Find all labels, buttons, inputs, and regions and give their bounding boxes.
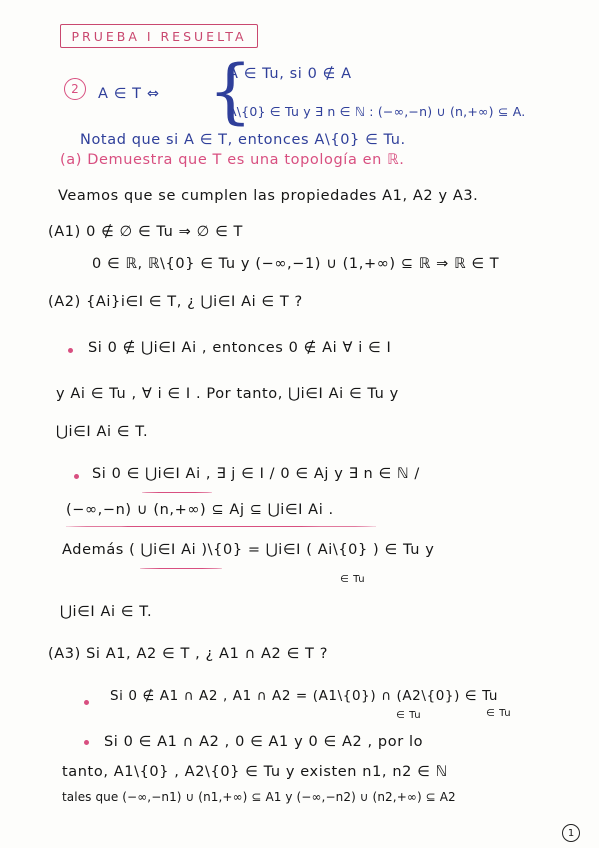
- a2-case2-under-label: ∈ Tu: [340, 574, 366, 585]
- page-title-box: PRUEBA I RESUELTA: [60, 24, 258, 48]
- underline-union: [142, 492, 212, 493]
- a2-case1-line3: ⋃i∈I Ai ∈ T.: [56, 424, 149, 440]
- a2-question: (A2) {Ai}i∈I ∈ T, ¿ ⋃i∈I Ai ∈ T ?: [48, 294, 303, 310]
- a1-line-1: (A1) 0 ∉ ∅ ∈ Tu ⇒ ∅ ∈ T: [48, 224, 243, 240]
- a2-case1-line2: y Ai ∈ Tu , ∀ i ∈ I . Por tanto, ⋃i∈I Ai ∈ Tu y: [56, 386, 399, 402]
- underline-inclusion: [66, 526, 376, 527]
- a3-question: (A3) Si A1, A2 ∈ T , ¿ A1 ∩ A2 ∈ T ?: [48, 646, 328, 662]
- a2-case2-line2: (−∞,−n) ∪ (n,+∞) ⊆ Aj ⊆ ⋃i∈I Ai .: [66, 502, 334, 518]
- underline-complement: [140, 568, 222, 569]
- a3-under-label-1: ∈ Tu: [396, 710, 422, 721]
- part-a-statement: (a) Demuestra que T es una topología en ℝ.: [60, 152, 405, 168]
- a1-line-2: 0 ∈ ℝ, ℝ\{0} ∈ Tu y (−∞,−1) ∪ (1,+∞) ⊆ ℝ ⇒ ℝ ∈ T: [92, 256, 500, 272]
- a3-case1-line: Si 0 ∉ A1 ∩ A2 , A1 ∩ A2 = (A1\{0}) ∩ (A2\{0}) ∈ Tu: [110, 688, 499, 704]
- definition-case-2: A\{0} ∈ Tu y ∃ n ∈ ℕ : (−∞,−n) ∪ (n,+∞) ⊆ A.: [228, 104, 526, 119]
- a2-case1-line1: Si 0 ∉ ⋃i∈I Ai , entonces 0 ∉ Ai ∀ i ∈ I: [88, 340, 392, 356]
- note-line: Notad que si A ∈ T, entonces A\{0} ∈ Tu.: [80, 132, 406, 148]
- a3-case2-line2: tanto, A1\{0} , A2\{0} ∈ Tu y existen n1, n2 ∈ ℕ: [62, 764, 448, 780]
- a2-case2-conclusion: ⋃i∈I Ai ∈ T.: [60, 604, 153, 620]
- bullet-2: [74, 474, 79, 479]
- exercise-number-badge: 2: [64, 78, 86, 100]
- bullet-1: [68, 348, 73, 353]
- a3-case2-line3: tales que (−∞,−n1) ∪ (n1,+∞) ⊆ A1 y (−∞,−n2) ∪ (n2,+∞) ⊆ A2: [62, 790, 456, 804]
- a3-case2-line1: Si 0 ∈ A1 ∩ A2 , 0 ∈ A1 y 0 ∈ A2 , por lo: [104, 734, 424, 750]
- bullet-4: [84, 740, 89, 745]
- intro-line: Veamos que se cumplen las propiedades A1, A2 y A3.: [58, 188, 479, 204]
- a2-case2-line3: Además ( ⋃i∈I Ai )\{0} = ⋃i∈I ( Ai\{0} ) ∈ Tu y: [62, 542, 435, 558]
- a2-case2-line1: Si 0 ∈ ⋃i∈I Ai , ∃ j ∈ I / 0 ∈ Aj y ∃ n ∈ ℕ /: [92, 466, 420, 482]
- definition-case-1: A ∈ Tu, si 0 ∉ A: [228, 66, 352, 82]
- definition-lhs: A ∈ T ⇔: [98, 86, 160, 102]
- a3-under-label-2: ∈ Tu: [486, 708, 512, 719]
- page-number: 1: [562, 824, 580, 842]
- definition-brace: {: [208, 50, 253, 132]
- bullet-3: [84, 700, 89, 705]
